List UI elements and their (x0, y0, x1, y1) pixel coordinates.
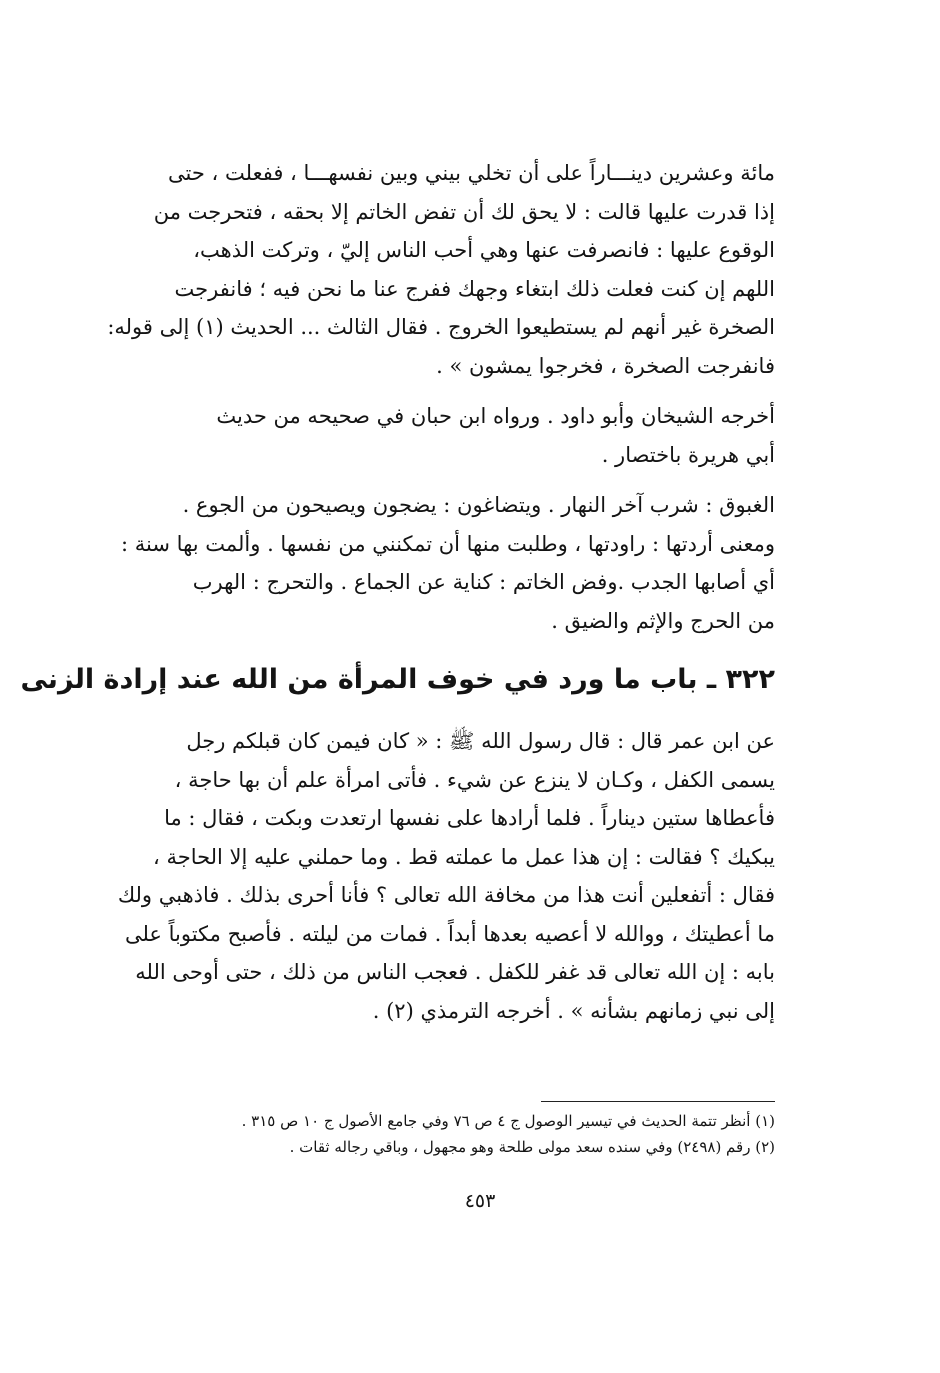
text-line: ومعنى أردتها : راودتها ، وطلبت منها أن تمكنني من نفسها . وألمت بها سنة : (121, 531, 775, 556)
text-line: إلى نبي زمانهم بشأنه » . أخرجه الترمذي (٢) . (372, 998, 775, 1023)
page-number: ٤٥٣ (464, 1190, 496, 1212)
text-line: من الحرج والإثم والضيق . (551, 608, 775, 633)
text-line: عن ابن عمر قال : قال رسول الله ﷺ : « كان فيمن كان قبلكم رجل (186, 729, 775, 753)
text-line: يسمى الكفل ، وكـان لا ينزع عن شيء . فأتى امرأة علم أن بها حاجة ، (174, 767, 775, 792)
text-line: الصخرة غير أنهم لم يستطيعوا الخروج . فقال الثالث ... الحديث (١) إلى قوله: (107, 315, 775, 339)
text-line: مائة وعشرين دينـــاراً على أن تخلي بيني وبين نفسهـــا ، ففعلت ، حتى (168, 161, 775, 185)
footnote-2: (٢) رقم (٢٤٩٨) وفي سنده سعد مولى طلحة وهو مجهول ، وباقي رجاله ثقات . (289, 1138, 775, 1156)
text-line: فأعطاها ستين ديناراً . فلما أرادها على نفسها ارتعدت وبكت ، فقال : ما (164, 806, 775, 830)
text-line: أخرجه الشيخان وأبو داود . ورواه ابن حبان في صحيحه من حديث (216, 404, 775, 428)
text-line: فانفرجت الصخرة ، فخرجوا يمشون » . (436, 353, 775, 378)
text-line: يبكيك ؟ فقالت : إن هذا عمل ما عملته قط . وما حملني عليه إلا الحاجة ، (153, 844, 775, 869)
footnote-divider (541, 1101, 775, 1102)
paragraph-hadith-continuation (107, 154, 775, 385)
paragraph-source (160, 397, 775, 474)
footnote-1: (١) أنظر تتمة الحديث في تيسير الوصول ج ٤ ص ٧٦ وفي جامع الأصول ج ١٠ ص ٣١٥ . (241, 1112, 775, 1130)
text-line: فقال : أتفعلين أنت هذا من مخافة الله تعالى ؟ فأنا أحرى بذلك . فاذهبي ولك (117, 883, 775, 907)
text-line: إذا قدرت عليها قالت : لا يحق لك أن تفض الخاتم إلا بحقه ، فتحرجت من (153, 199, 775, 224)
text-line: بابه : إن الله تعالى قد غفر للكفل . فعجب الناس من ذلك ، حتى أوحى الله (135, 960, 775, 984)
text-line: الوقوع عليها : فانصرفت عنها وهي أحب الناس إليّ ، وتركت الذهب، (193, 238, 775, 262)
text-line: أبي هريرة باختصار . (601, 442, 775, 467)
paragraph-hadith-kifl (117, 722, 775, 1030)
text-line: الغبوق : شرب آخر النهار . ويتضاغون : يضجون ويصيحون من الجوع . (182, 493, 775, 517)
text-line: اللهم إن كنت فعلت ذلك ابتغاء وجهك ففرج عنا ما نحن فيه ؛ فانفرجت (174, 276, 775, 301)
chapter-title: ٣٢٢ ـ باب ما ورد في خوف المرأة من الله عند إرادة الزنى (20, 664, 775, 695)
page-body (20, 150, 775, 1030)
paragraph-glossary (121, 486, 775, 640)
footnotes (160, 1108, 775, 1160)
text-line: ما أعطيتك ، ووالله لا أعصيه بعدها أبداً . فمات من ليلته . فأصبح مكتوباً على (124, 921, 775, 946)
text-line: أي أصابها الجدب .وفض الخاتم : كناية عن الجماع . والتحرج : الهرب (192, 570, 775, 594)
